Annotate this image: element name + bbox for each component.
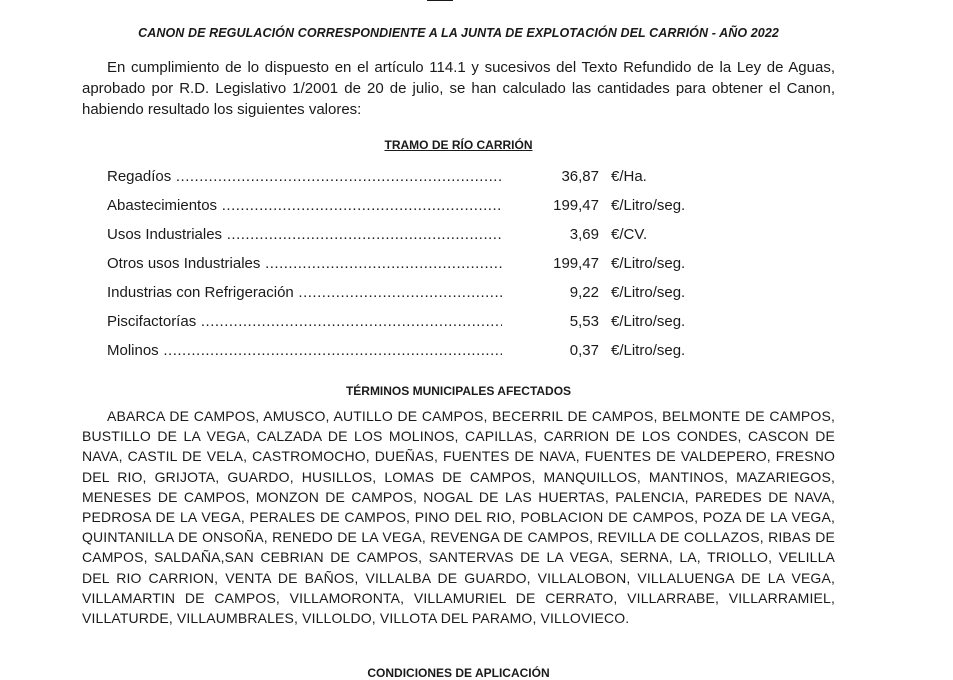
rate-row-piscifactorias: [107, 311, 727, 340]
rate-unit: €/Ha.: [611, 168, 647, 185]
rate-value: 5,53: [569, 313, 599, 330]
rate-value: 199,47: [553, 255, 599, 272]
rate-name: Industrias con Refrigeración .....: [107, 282, 502, 304]
rate-row-abastecimientos: [107, 195, 727, 224]
rate-value: 3,69: [569, 226, 599, 243]
rate-row-refrigeracion: [107, 282, 727, 311]
top-rule: [427, 0, 453, 1]
section-heading-tramo-text: TRAMO DE RÍO CARRIÓN: [384, 138, 533, 152]
rate-unit: €/Litro/seg.: [611, 255, 686, 272]
rate-unit: €/Litro/seg.: [611, 342, 686, 359]
document-title: CANON DE REGULACIÓN CORRESPONDIENTE A LA JUNTA DE EXPLOTACIÓN DEL CARRIÓN - AÑO 2022: [138, 26, 779, 40]
section-heading-terminos: TÉRMINOS MUNICIPALES AFECTADOS: [345, 384, 572, 398]
rate-name: Regadíos .....: [107, 166, 502, 188]
rate-row-regadios: [107, 166, 727, 195]
rate-row-otros-usos: [107, 253, 727, 282]
rate-name: Piscifactorías .....: [107, 311, 502, 333]
rate-unit: €/Litro/seg.: [611, 197, 686, 214]
section-heading-tramo: [82, 138, 835, 152]
municipalities-paragraph: ABARCA DE CAMPOS, AMUSCO, AUTILLO DE CAMPOS, BECERRIL DE CAMPOS, BELMONTE DE CAMPOS, BUSTILLO DE LA VEGA, CALZADA DE LOS MOLINOS, CAPILLAS, CARRION DE LOS CONDES, CASCON DE NAVA, CASTIL DE VELA, CASTROMOCHO, DUEÑAS, FUENTES DE NAVA, FUENTES DE VALDEPERO, FRESNO DEL RIO, GRIJOTA, GUARDO, HUSILLOS, LOMAS DE CAMPOS, MANQUILLOS, MANTINOS, MAZARIEGOS, MENESES DE CAMPOS, MONZON DE CAMPOS, NOGAL DE LAS HUERTAS, PALENCIA, PAREDES DE NAVA, PEDROSA DE LA VEGA, PERALES DE CAMPOS, PINO DEL RIO, POBLACION DE CAMPOS, POZA DE LA VEGA, QUINTANILLA DE ONSOÑA, RENEDO DE LA VEGA, REVENGA DE CAMPOS, REVILLA DE COLLAZOS, RIBAS DE CAMPOS, SALDAÑA,SAN CEBRIAN DE CAMPOS, SANTERVAS DE LA VEGA, SERNA, LA, TRIOLLO, VELILLA DEL RIO CARRION, VENTA DE BAÑOS, VILLALBA DE GUARDO, VILLALOBON, VILLALUENGA DE LA VEGA, VILLAMARTIN DE CAMPOS, VILLAMORONTA, VILLAMURIEL DE CERRATO, VILLARRABE, VILLARRAMIEL, VILLATURDE, VILLAUMBRALES, VILLOLDO, VILLOTA DEL PARAMO, VILLOVIECO.: [82, 408, 835, 627]
rate-unit: €/CV.: [611, 226, 648, 243]
section-heading-condiciones: CONDICIONES DE APLICACIÓN: [367, 666, 550, 680]
intro-paragraph: En cumplimiento de lo dispuesto en el artículo 114.1 y sucesivos del Texto Refundido de la Ley de Aguas, aprobado por R.D. Legislativo 1/2001 de 20 de julio, se han calculado las cantidades para obtener el Canon, habiendo resultado los siguientes valores:: [82, 59, 835, 118]
rate-name: Usos Industriales .....: [107, 224, 502, 246]
rate-value: 9,22: [569, 284, 599, 301]
rate-unit: €/Litro/seg.: [611, 313, 686, 330]
rate-value: 0,37: [569, 342, 599, 359]
rate-value: 199,47: [553, 197, 599, 214]
rate-value: 36,87: [561, 168, 599, 185]
rate-row-usos-industriales: [107, 224, 727, 253]
rate-row-molinos: [107, 340, 727, 369]
rate-name: Molinos .....: [107, 340, 502, 362]
rate-name: Abastecimientos .....: [107, 195, 502, 217]
rate-name: Otros usos Industriales .....: [107, 253, 502, 275]
rates-list: [107, 166, 727, 369]
rate-unit: €/Litro/seg.: [611, 284, 686, 301]
